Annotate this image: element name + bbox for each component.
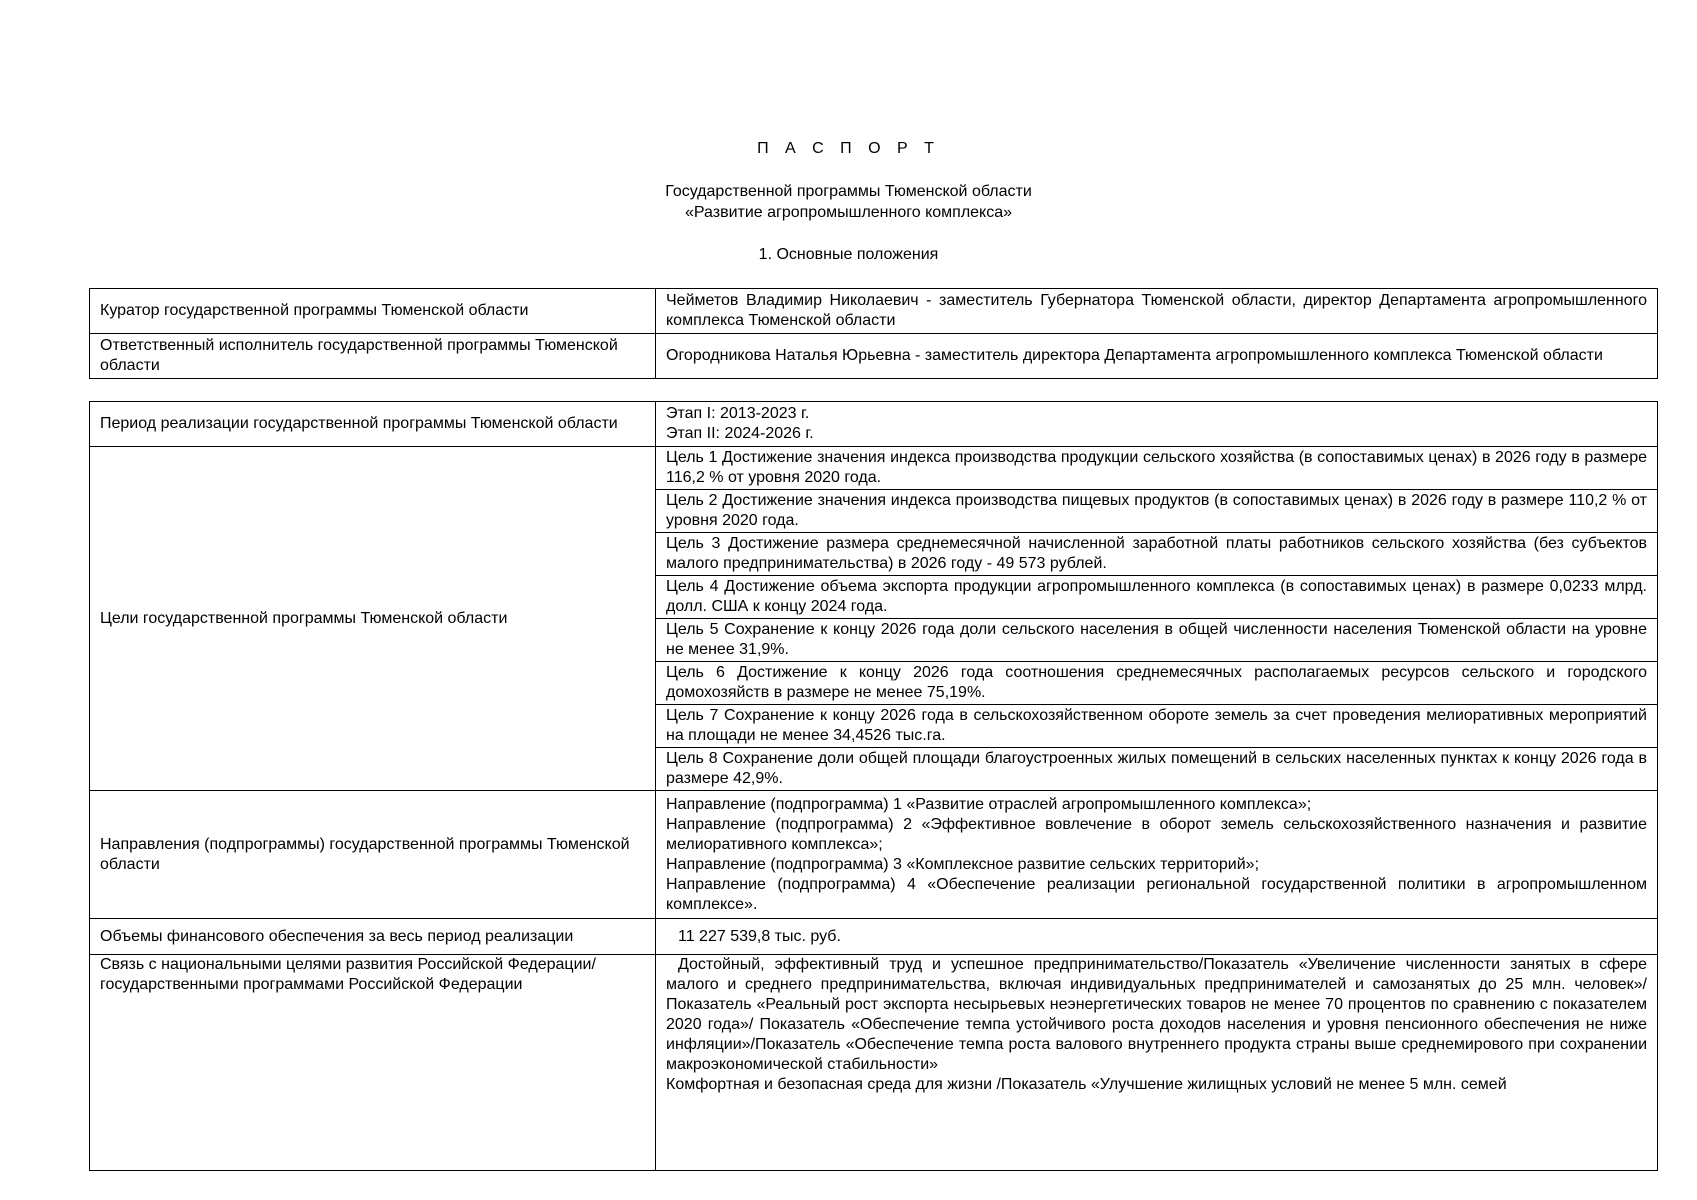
document-title: П А С П О Р Т [757,140,940,157]
national-goals-value [656,955,1658,1171]
curator-value: Чейметов Владимир Николаевич - заместитель Губернатора Тюменской области, директор Департамента агропромышленного комплекса Тюменской области [656,289,1658,334]
direction-item: Направление (подпрограмма) 4 «Обеспечение реализации региональной государственной политики в агропромышленном комплексе». [666,875,1647,913]
document-subtitle-line2: «Развитие агропромышленного комплекса» [684,204,1013,221]
executor-label: Ответственный исполнитель государственной программы Тюменской области [90,334,656,379]
goal-item: Цель 6 Достижение к концу 2026 года соотношения среднемесячных располагаемых ресурсов сельского и городского домохозяйств в размере не менее 75,19%. [656,662,1658,705]
goal-item: Цель 5 Сохранение к концу 2026 года доли сельского населения в общей численности населения Тюменской области на уровне не менее 31,9%. [656,619,1658,662]
national-goals-label: Связь с национальными целями развития Российской Федерации/ государственными программами Российской Федерации [90,955,656,1171]
main-info-table [89,288,1658,379]
goal-item: Цель 7 Сохранение к концу 2026 года в сельскохозяйственном обороте земель за счет проведения мелиоративных мероприятий на площади не менее 34,4526 тыс.га. [656,705,1658,748]
goal-item: Цель 4 Достижение объема экспорта продукции агропромышленного комплекса (в сопоставимых ценах) в размере 0,0233 млрд. долл. США к концу 2024 года. [656,576,1658,619]
goal-item: Цель 3 Достижение размера среднемесячной начисленной заработной платы работников сельского хозяйства (без субъектов малого предпринимательства) в 2026 году - 49 573 рублей. [656,533,1658,576]
document-subtitle-line1: Государственной программы Тюменской области [665,183,1032,200]
table-row [90,447,1658,490]
period-stage-1: Этап I: 2013-2023 г. [666,405,810,422]
goal-item: Цель 8 Сохранение доли общей площади благоустроенных жилых помещений в сельских населенных пунктах к концу 2026 года в размере 42,9%. [656,748,1658,791]
executor-value: Огородникова Наталья Юрьевна - заместитель директора Департамента агропромышленного комплекса Тюменской области [656,334,1658,379]
period-label: Период реализации государственной программы Тюменской области [90,402,656,447]
section-heading: 1. Основные положения [758,246,939,263]
table-row [90,334,1658,379]
curator-label: Куратор государственной программы Тюменской области [90,289,656,334]
goal-item: Цель 2 Достижение значения индекса производства пищевых продуктов (в сопоставимых ценах) в 2026 году в размере 110,2 % от уровня 2020 года. [656,490,1658,533]
financing-value: 11 227 539,8 тыс. руб. [656,919,1658,955]
period-stage-2: Этап II: 2024-2026 г. [666,425,814,442]
table-row [90,791,1658,919]
period-value [656,402,1658,447]
table-row [90,402,1658,447]
program-details-table [89,401,1658,1171]
table-row [90,955,1658,1171]
national-goals-paragraph-2: Комфортная и безопасная среда для жизни /Показатель «Улучшение жилищных условий не менее 5 млн. семей [666,1076,1507,1093]
directions-label: Направления (подпрограммы) государственной программы Тюменской области [90,791,656,919]
direction-item: Направление (подпрограмма) 2 «Эффективное вовлечение в оборот земель сельскохозяйственного назначения и развитие мелиоративного комплекса»; [666,815,1647,853]
direction-item: Направление (подпрограмма) 3 «Комплексное развитие сельских территорий»; [666,855,1260,873]
table-row [90,919,1658,955]
goals-label: Цели государственной программы Тюменской области [90,447,656,791]
financing-label: Объемы финансового обеспечения за весь период реализации [90,919,656,955]
table-row [90,289,1658,334]
direction-item: Направление (подпрограмма) 1 «Развитие отраслей агропромышленного комплекса»; [666,795,1312,813]
national-goals-paragraph-1: Достойный, эффективный труд и успешное предпринимательство/Показатель «Увеличение численности занятых в сфере малого и среднего предпринимательства, включая индивидуальных предпринимателей и самозанятых до 25 млн. человек»/Показатель «Реальный рост экспорта несырьевых неэнергетических товаров не менее 70 процентов по сравнению с показателем 2020 года»/ Показатель «Обеспечение темпа устойчивого роста доходов населения и уровня пенсионного обеспечения не ниже инфляции»/Показатель «Обеспечение темпа роста валового внутреннего продукта страны выше среднемирового при сохранении макроэкономической стабильности» [666,956,1647,1073]
directions-value [656,791,1658,919]
goal-item: Цель 1 Достижение значения индекса производства продукции сельского хозяйства (в сопоставимых ценах) в 2026 году в размере 116,2 % от уровня 2020 года. [656,447,1658,490]
